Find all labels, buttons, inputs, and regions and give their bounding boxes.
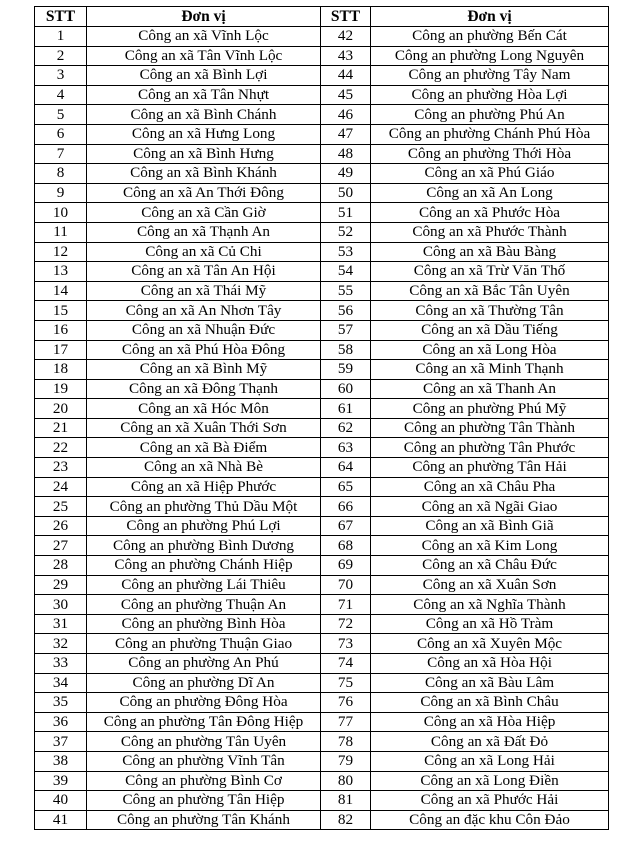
stt-left-cell: 28	[35, 556, 87, 576]
stt-right-cell: 64	[321, 458, 371, 478]
stt-right-cell: 55	[321, 281, 371, 301]
stt-left-cell: 13	[35, 262, 87, 282]
table-row	[35, 458, 609, 478]
unit-right-cell: Công an xã Phú Giáo	[371, 164, 609, 184]
unit-right-cell: Công an phường Hòa Lợi	[371, 85, 609, 105]
stt-left-cell: 4	[35, 85, 87, 105]
table-row	[35, 497, 609, 517]
table-row	[35, 222, 609, 242]
stt-right-cell: 43	[321, 46, 371, 66]
stt-right-cell: 42	[321, 27, 371, 47]
stt-left-cell: 38	[35, 751, 87, 771]
header-stt-left: STT	[35, 7, 87, 27]
unit-left-cell: Công an phường An Phú	[87, 654, 321, 674]
table-row	[35, 301, 609, 321]
unit-right-cell: Công an phường Phú An	[371, 105, 609, 125]
stt-right-cell: 52	[321, 222, 371, 242]
stt-left-cell: 25	[35, 497, 87, 517]
unit-left-cell: Công an xã Xuân Thới Sơn	[87, 418, 321, 438]
unit-right-cell: Công an xã Ngãi Giao	[371, 497, 609, 517]
unit-left-cell: Công an phường Thuận An	[87, 595, 321, 615]
stt-right-cell: 68	[321, 536, 371, 556]
unit-left-cell: Công an xã Bình Lợi	[87, 66, 321, 86]
table-row	[35, 732, 609, 752]
stt-left-cell: 6	[35, 124, 87, 144]
table-row	[35, 360, 609, 380]
stt-right-cell: 61	[321, 399, 371, 419]
unit-right-cell: Công an phường Bến Cát	[371, 27, 609, 47]
stt-right-cell: 79	[321, 751, 371, 771]
stt-left-cell: 21	[35, 418, 87, 438]
unit-left-cell: Công an phường Tân Đông Hiệp	[87, 712, 321, 732]
unit-right-cell: Công an xã Nghĩa Thành	[371, 595, 609, 615]
table-row	[35, 399, 609, 419]
unit-right-cell: Công an xã Bàu Lâm	[371, 673, 609, 693]
unit-left-cell: Công an xã Cần Giờ	[87, 203, 321, 223]
stt-left-cell: 30	[35, 595, 87, 615]
unit-left-cell: Công an phường Chánh Hiệp	[87, 556, 321, 576]
stt-right-cell: 48	[321, 144, 371, 164]
table-body	[35, 27, 609, 830]
unit-left-cell: Công an phường Bình Dương	[87, 536, 321, 556]
unit-right-cell: Công an xã Thường Tân	[371, 301, 609, 321]
stt-left-cell: 20	[35, 399, 87, 419]
unit-left-cell: Công an phường Dĩ An	[87, 673, 321, 693]
table-row	[35, 791, 609, 811]
header-unit-left: Đơn vị	[87, 7, 321, 27]
stt-left-cell: 12	[35, 242, 87, 262]
unit-left-cell: Công an phường Tân Khánh	[87, 810, 321, 830]
unit-right-cell: Công an xã Bình Giã	[371, 516, 609, 536]
table-row	[35, 751, 609, 771]
stt-left-cell: 32	[35, 634, 87, 654]
stt-right-cell: 74	[321, 654, 371, 674]
unit-right-cell: Công an phường Tân Phước	[371, 438, 609, 458]
unit-right-cell: Công an xã Hòa Hội	[371, 654, 609, 674]
stt-right-cell: 66	[321, 497, 371, 517]
unit-left-cell: Công an xã An Thới Đông	[87, 183, 321, 203]
stt-left-cell: 41	[35, 810, 87, 830]
table-row	[35, 693, 609, 713]
table-row	[35, 536, 609, 556]
unit-left-cell: Công an phường Thuận Giao	[87, 634, 321, 654]
table-row	[35, 320, 609, 340]
unit-left-cell: Công an xã Tân Vĩnh Lộc	[87, 46, 321, 66]
header-stt-right: STT	[321, 7, 371, 27]
unit-right-cell: Công an xã Bắc Tân Uyên	[371, 281, 609, 301]
stt-right-cell: 54	[321, 262, 371, 282]
table-row	[35, 85, 609, 105]
unit-right-cell: Công an xã An Long	[371, 183, 609, 203]
stt-left-cell: 3	[35, 66, 87, 86]
unit-left-cell: Công an phường Đông Hòa	[87, 693, 321, 713]
stt-left-cell: 27	[35, 536, 87, 556]
table-row	[35, 105, 609, 125]
unit-right-cell: Công an xã Châu Đức	[371, 556, 609, 576]
stt-right-cell: 71	[321, 595, 371, 615]
unit-left-cell: Công an phường Thủ Dầu Một	[87, 497, 321, 517]
unit-right-cell: Công an phường Phú Mỹ	[371, 399, 609, 419]
unit-left-cell: Công an xã Thái Mỹ	[87, 281, 321, 301]
unit-left-cell: Công an phường Tân Hiệp	[87, 791, 321, 811]
stt-right-cell: 81	[321, 791, 371, 811]
table-row	[35, 124, 609, 144]
stt-left-cell: 5	[35, 105, 87, 125]
stt-left-cell: 39	[35, 771, 87, 791]
stt-left-cell: 26	[35, 516, 87, 536]
unit-right-cell: Công an phường Tân Hải	[371, 458, 609, 478]
header-unit-right: Đơn vị	[371, 7, 609, 27]
stt-left-cell: 31	[35, 614, 87, 634]
stt-left-cell: 19	[35, 379, 87, 399]
stt-left-cell: 18	[35, 360, 87, 380]
table-row	[35, 712, 609, 732]
stt-left-cell: 35	[35, 693, 87, 713]
stt-left-cell: 34	[35, 673, 87, 693]
table-row	[35, 66, 609, 86]
stt-right-cell: 44	[321, 66, 371, 86]
table-row	[35, 379, 609, 399]
unit-right-cell: Công an xã Phước Hải	[371, 791, 609, 811]
stt-right-cell: 46	[321, 105, 371, 125]
unit-left-cell: Công an phường Phú Lợi	[87, 516, 321, 536]
unit-left-cell: Công an xã Hóc Môn	[87, 399, 321, 419]
table-row	[35, 144, 609, 164]
unit-left-cell: Công an xã Bình Khánh	[87, 164, 321, 184]
stt-right-cell: 57	[321, 320, 371, 340]
unit-right-cell: Công an phường Tây Nam	[371, 66, 609, 86]
unit-right-cell: Công an phường Tân Thành	[371, 418, 609, 438]
unit-right-cell: Công an phường Long Nguyên	[371, 46, 609, 66]
stt-right-cell: 78	[321, 732, 371, 752]
table-row	[35, 340, 609, 360]
stt-right-cell: 70	[321, 575, 371, 595]
unit-left-cell: Công an xã Nhà Bè	[87, 458, 321, 478]
unit-left-cell: Công an xã Hưng Long	[87, 124, 321, 144]
unit-right-cell: Công an xã Hồ Tràm	[371, 614, 609, 634]
unit-right-cell: Công an xã Trừ Văn Thố	[371, 262, 609, 282]
unit-left-cell: Công an xã Củ Chi	[87, 242, 321, 262]
unit-right-cell: Công an xã Dầu Tiếng	[371, 320, 609, 340]
stt-right-cell: 47	[321, 124, 371, 144]
stt-left-cell: 16	[35, 320, 87, 340]
stt-left-cell: 23	[35, 458, 87, 478]
unit-left-cell: Công an xã An Nhơn Tây	[87, 301, 321, 321]
table-row	[35, 810, 609, 830]
table-row	[35, 183, 609, 203]
unit-left-cell: Công an xã Bình Hưng	[87, 144, 321, 164]
unit-left-cell: Công an xã Bình Mỹ	[87, 360, 321, 380]
stt-left-cell: 22	[35, 438, 87, 458]
unit-right-cell: Công an xã Xuân Sơn	[371, 575, 609, 595]
stt-left-cell: 10	[35, 203, 87, 223]
unit-right-cell: Công an xã Long Điền	[371, 771, 609, 791]
unit-left-cell: Công an phường Bình Hòa	[87, 614, 321, 634]
stt-right-cell: 50	[321, 183, 371, 203]
unit-right-cell: Công an xã Bàu Bàng	[371, 242, 609, 262]
stt-left-cell: 9	[35, 183, 87, 203]
table-row	[35, 771, 609, 791]
unit-right-cell: Công an xã Long Hải	[371, 751, 609, 771]
stt-left-cell: 17	[35, 340, 87, 360]
stt-right-cell: 45	[321, 85, 371, 105]
stt-left-cell: 11	[35, 222, 87, 242]
table-row	[35, 27, 609, 47]
unit-left-cell: Công an xã Tân An Hội	[87, 262, 321, 282]
table-row	[35, 477, 609, 497]
table-row	[35, 634, 609, 654]
unit-right-cell: Công an xã Minh Thạnh	[371, 360, 609, 380]
unit-left-cell: Công an phường Lái Thiêu	[87, 575, 321, 595]
table-row	[35, 203, 609, 223]
stt-right-cell: 53	[321, 242, 371, 262]
stt-right-cell: 77	[321, 712, 371, 732]
unit-left-cell: Công an xã Thạnh An	[87, 222, 321, 242]
table-row	[35, 516, 609, 536]
table-header-row	[35, 7, 609, 27]
unit-left-cell: Công an xã Nhuận Đức	[87, 320, 321, 340]
stt-right-cell: 80	[321, 771, 371, 791]
stt-left-cell: 8	[35, 164, 87, 184]
stt-left-cell: 33	[35, 654, 87, 674]
unit-right-cell: Công an xã Thanh An	[371, 379, 609, 399]
unit-right-cell: Công an xã Hòa Hiệp	[371, 712, 609, 732]
unit-right-cell: Công an đặc khu Côn Đảo	[371, 810, 609, 830]
table-row	[35, 595, 609, 615]
unit-right-cell: Công an xã Kim Long	[371, 536, 609, 556]
stt-right-cell: 72	[321, 614, 371, 634]
stt-left-cell: 37	[35, 732, 87, 752]
table-row	[35, 242, 609, 262]
table-row	[35, 438, 609, 458]
unit-right-cell: Công an xã Phước Hòa	[371, 203, 609, 223]
table-row	[35, 164, 609, 184]
stt-left-cell: 40	[35, 791, 87, 811]
unit-right-cell: Công an phường Chánh Phú Hòa	[371, 124, 609, 144]
stt-right-cell: 58	[321, 340, 371, 360]
stt-left-cell: 2	[35, 46, 87, 66]
table-row	[35, 418, 609, 438]
unit-right-cell: Công an xã Bình Châu	[371, 693, 609, 713]
unit-left-cell: Công an xã Bà Điểm	[87, 438, 321, 458]
stt-left-cell: 15	[35, 301, 87, 321]
table-row	[35, 281, 609, 301]
table-row	[35, 575, 609, 595]
unit-left-cell: Công an xã Đông Thạnh	[87, 379, 321, 399]
stt-right-cell: 63	[321, 438, 371, 458]
stt-right-cell: 60	[321, 379, 371, 399]
unit-left-cell: Công an xã Hiệp Phước	[87, 477, 321, 497]
stt-left-cell: 29	[35, 575, 87, 595]
unit-left-cell: Công an xã Tân Nhựt	[87, 85, 321, 105]
stt-left-cell: 24	[35, 477, 87, 497]
stt-right-cell: 82	[321, 810, 371, 830]
table-row	[35, 614, 609, 634]
unit-left-cell: Công an xã Vĩnh Lộc	[87, 27, 321, 47]
stt-left-cell: 1	[35, 27, 87, 47]
table-row	[35, 673, 609, 693]
stt-right-cell: 59	[321, 360, 371, 380]
stt-right-cell: 62	[321, 418, 371, 438]
unit-left-cell: Công an phường Tân Uyên	[87, 732, 321, 752]
stt-right-cell: 49	[321, 164, 371, 184]
stt-left-cell: 7	[35, 144, 87, 164]
stt-left-cell: 14	[35, 281, 87, 301]
unit-right-cell: Công an xã Đất Đỏ	[371, 732, 609, 752]
stt-right-cell: 76	[321, 693, 371, 713]
stt-right-cell: 75	[321, 673, 371, 693]
unit-left-cell: Công an xã Phú Hòa Đông	[87, 340, 321, 360]
stt-left-cell: 36	[35, 712, 87, 732]
unit-right-cell: Công an xã Châu Pha	[371, 477, 609, 497]
unit-right-cell: Công an phường Thới Hòa	[371, 144, 609, 164]
unit-right-cell: Công an xã Long Hòa	[371, 340, 609, 360]
unit-left-cell: Công an phường Bình Cơ	[87, 771, 321, 791]
stt-right-cell: 69	[321, 556, 371, 576]
unit-right-cell: Công an xã Xuyên Mộc	[371, 634, 609, 654]
table-row	[35, 46, 609, 66]
table-row	[35, 262, 609, 282]
stt-right-cell: 67	[321, 516, 371, 536]
unit-right-cell: Công an xã Phước Thành	[371, 222, 609, 242]
table-row	[35, 556, 609, 576]
unit-left-cell: Công an xã Bình Chánh	[87, 105, 321, 125]
stt-right-cell: 51	[321, 203, 371, 223]
police-units-table	[34, 6, 609, 830]
stt-right-cell: 73	[321, 634, 371, 654]
unit-left-cell: Công an phường Vĩnh Tân	[87, 751, 321, 771]
stt-right-cell: 65	[321, 477, 371, 497]
table-row	[35, 654, 609, 674]
stt-right-cell: 56	[321, 301, 371, 321]
